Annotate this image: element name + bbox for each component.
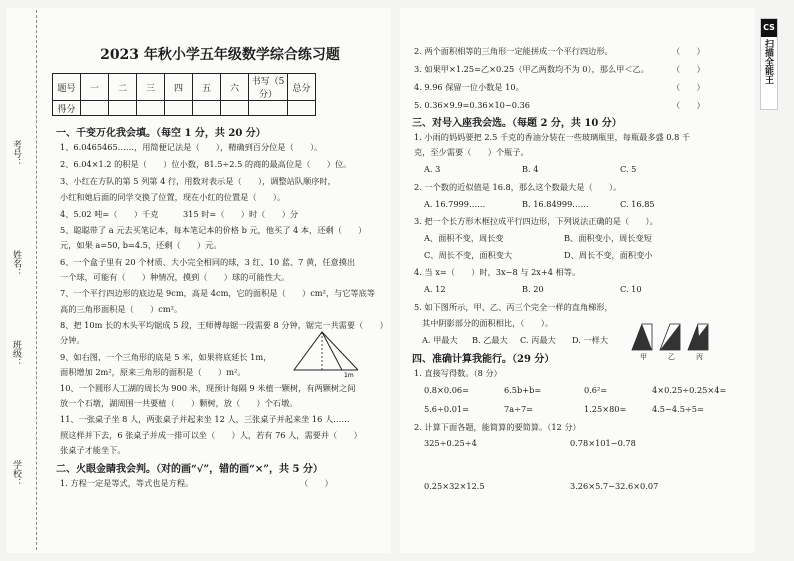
option-c[interactable]: C. 5 <box>620 164 637 174</box>
question-4-1: 1. 直接写得数。（8 分） <box>414 368 502 378</box>
question-1-11-cont: 照这样并下去，6 张桌子并成一排可以坐（ ）人，若有 76 人，需要并（ ） <box>60 430 362 440</box>
option-d[interactable]: D. 一样大 <box>572 335 609 345</box>
answer-paren[interactable]: （ ） <box>672 100 705 110</box>
score-header: 四 <box>165 74 193 101</box>
shape-label: 乙 <box>668 353 675 361</box>
answer-paren[interactable]: （ ） <box>672 46 705 56</box>
question-1-10: 10、一个圆形人工湖的周长为 900 米，现预计每隔 9 米植一颗树，有两颗树之间 <box>60 383 356 393</box>
question-3-1: 1. 小雨的妈妈要把 2.5 千克的香油分装在一些玻璃瓶里，每瓶最多盛 0.8 千 <box>414 132 691 142</box>
option-a[interactable]: A. 16.7999…… <box>424 199 486 209</box>
name-label: 姓名： <box>11 250 21 277</box>
calc-item: 6.5b+b= <box>504 385 542 395</box>
section-1-heading: 一、千变万化我会填。（每空 1 分，共 20 分） <box>56 128 266 139</box>
score-cell[interactable] <box>221 101 249 116</box>
option-c[interactable]: C. 16.85 <box>620 199 655 209</box>
score-header: 书写（5分） <box>249 74 288 101</box>
score-header: 一 <box>81 74 109 101</box>
calc-item: 5.6÷0.01= <box>424 404 469 414</box>
score-cell[interactable] <box>249 101 288 116</box>
question-1-9-cont: 面积增加 2m²，原来三角形的面积是（ ）m²。 <box>60 367 246 377</box>
section-2-heading: 二、火眼金睛我会判。（对的画“√”，错的画“×”，共 5 分） <box>56 464 323 475</box>
shape-label: 甲 <box>640 353 647 361</box>
question-3-3: 3. 把一个长方形木框拉成平行四边形，下列说法正确的是（ ）。 <box>414 216 658 226</box>
option-a[interactable]: A. 甲最大 <box>422 335 458 345</box>
section-4-heading: 四、准确计算我能行。（29 分） <box>412 354 555 365</box>
calc-item: 4×0.25÷0.25×4= <box>652 385 727 395</box>
option-b[interactable]: B. 乙最大 <box>472 335 508 345</box>
answer-paren[interactable]: （ ） <box>672 64 705 74</box>
calc2-item: 0.25×32×12.5 <box>424 481 485 491</box>
question-1-2: 2、6.04×1.2 的积是（ ）位小数，81.5÷2.5 的商的最高位是（ ）位。 <box>60 159 352 169</box>
question-4-2: 2. 计算下面各题，能简算的要简算。（12 分） <box>414 422 581 432</box>
question-2-1: 1. 方程一定是等式，等式也是方程。 <box>60 478 194 488</box>
scanner-name: 扫描全能王 <box>763 39 773 84</box>
score-cell: 得分 <box>53 101 81 116</box>
calc2-item: 325÷0.25÷4 <box>424 438 477 448</box>
question-2-2: 2. 两个面积相等的三角形一定能拼成一个平行四边形。 <box>414 46 613 56</box>
class-label: 班级： <box>11 340 21 367</box>
score-cell[interactable] <box>165 101 193 116</box>
option-c[interactable]: C、周长不变，面积变大 <box>424 250 513 260</box>
option-b[interactable]: B. 16.84999…… <box>522 199 589 209</box>
score-header: 六 <box>221 74 249 101</box>
cs-icon: CS <box>761 19 777 37</box>
calc-item: 0.6²= <box>584 385 608 395</box>
option-c[interactable]: C. 丙最大 <box>520 335 556 345</box>
exam-number-label: 考号： <box>11 140 21 167</box>
option-a[interactable]: A、面积不变，周长变 <box>424 233 504 243</box>
triangle-figure <box>292 330 362 378</box>
calc-item: 0.8×0.06= <box>424 385 469 395</box>
score-header: 总分 <box>288 74 316 101</box>
option-a[interactable]: A. 12 <box>424 284 446 294</box>
question-1-11: 11、一张桌子坐 8 人，两张桌子并起来坐 12 人，三张桌子并起来坐 16 人…… <box>60 414 350 424</box>
question-1-3-cont: 小红和她后面的同学交换了位置，现在小红的位置是（ ）。 <box>60 192 286 202</box>
question-1-4: 4、5.02 吨=（ ）千克 315 时=（ ）时（ ）分 <box>60 209 299 219</box>
option-b[interactable]: B. 20 <box>522 284 544 294</box>
calc2-item: 0.78×101−0.78 <box>570 438 636 448</box>
score-cell[interactable] <box>288 101 316 116</box>
option-c[interactable]: C. 10 <box>620 284 642 294</box>
scanner-logo <box>760 18 778 110</box>
question-1-8-cont: 分钟。 <box>60 335 85 345</box>
score-header: 三 <box>137 74 165 101</box>
question-2-4: 4. 9.96 保留一位小数是 10。 <box>414 82 524 92</box>
calc-item: 4.5−4.5÷5= <box>652 404 704 414</box>
question-1-9: 9、如右图，一个三角形的底是 5 米，如果将底延长 1m， <box>60 352 272 362</box>
answer-paren[interactable]: （ ） <box>672 82 705 92</box>
score-cell[interactable] <box>137 101 165 116</box>
question-1-10-cont: 放一个石墩，湖周围一共要植（ ）颗树，放（ ）个石墩。 <box>60 398 298 408</box>
score-header: 题号 <box>53 74 81 101</box>
score-header: 五 <box>193 74 221 101</box>
page-title: 2023 年秋小学五年级数学综合练习题 <box>100 47 340 63</box>
calc2-item: 3.26×5.7−32.6×0.07 <box>570 481 659 491</box>
question-1-5-cont: 元，如果 a=50, b=4.5，还剩（ ）元。 <box>60 240 222 250</box>
question-1-7-cont: 高的三角形面积是（ ）cm²。 <box>60 304 183 314</box>
question-2-3: 3. 如果甲×1.25=乙×0.25（甲乙两数均不为 0），那么甲＜乙。 <box>414 64 649 74</box>
question-3-4: 4. 当 x=（ ）时，3x−8 与 2x+4 相等。 <box>414 267 581 277</box>
question-1-7: 7、一个平行四边形的底边是 9cm，高是 4cm，它的面积是（ ）cm²，与它等底等 <box>60 288 375 298</box>
score-cell[interactable] <box>193 101 221 116</box>
question-3-5: 5. 如下图所示，甲、乙、丙三个完全一样的直角梯形， <box>414 302 613 312</box>
question-1-6: 6、一个盒子里有 20 个材质、大小完全相同的球，3 红、10 蓝、7 黄，任意摸出 <box>60 257 356 267</box>
calc-item: 7a÷7= <box>504 404 534 414</box>
option-b[interactable]: B、面积变小，周长变短 <box>564 233 652 243</box>
question-3-2: 2. 一个数的近似值是 16.8，那么这个数最大是（ ）。 <box>414 182 622 192</box>
question-1-5: 5、聪聪带了 a 元去买笔记本，每本笔记本的价格 b 元，他买了 4 本，还剩（ ） <box>60 225 367 235</box>
question-1-3: 3、小红在方队的第 5 列第 4 行，用数对表示是（ ），调整站队顺序时， <box>60 176 336 186</box>
question-1-11-cont2: 张桌子才能坐下。 <box>60 445 126 455</box>
extension-label: 1m <box>344 372 354 378</box>
question-1-1: 1、6.0465465……，用简便记法是（ ），精确到百分位是（ ）。 <box>60 142 323 152</box>
question-1-6-cont: 一个球，可能有（ ）种情况，摸到（ ）球的可能性大。 <box>60 272 290 282</box>
question-2-5: 5. 0.36×9.9=0.36×10−0.36 <box>414 100 530 110</box>
score-cell[interactable] <box>109 101 137 116</box>
shape-label: 丙 <box>696 353 703 361</box>
school-label: 学校： <box>11 460 21 487</box>
option-d[interactable]: D、周长不变，面积变小 <box>564 250 653 260</box>
answer-paren[interactable]: （ ） <box>300 478 333 488</box>
score-table <box>52 73 316 116</box>
option-a[interactable]: A. 3 <box>424 164 441 174</box>
calc-item: 1.25×80= <box>584 404 627 414</box>
score-cell[interactable] <box>81 101 109 116</box>
option-b[interactable]: B. 4 <box>522 164 539 174</box>
score-header: 二 <box>109 74 137 101</box>
section-3-heading: 三、对号入座我会选。（每题 2 分，共 10 分） <box>412 118 622 129</box>
question-3-5-cont: 其中阴影部分的面积相比，（ ）。 <box>422 318 553 328</box>
question-3-1-cont: 克，至少需要（ ）个瓶子。 <box>414 147 529 157</box>
question-1-8: 8、把 10m 长的木头平均锯成 5 段，王师傅每锯一段需要 8 分钟，锯完一共需要（ ） <box>60 320 388 330</box>
